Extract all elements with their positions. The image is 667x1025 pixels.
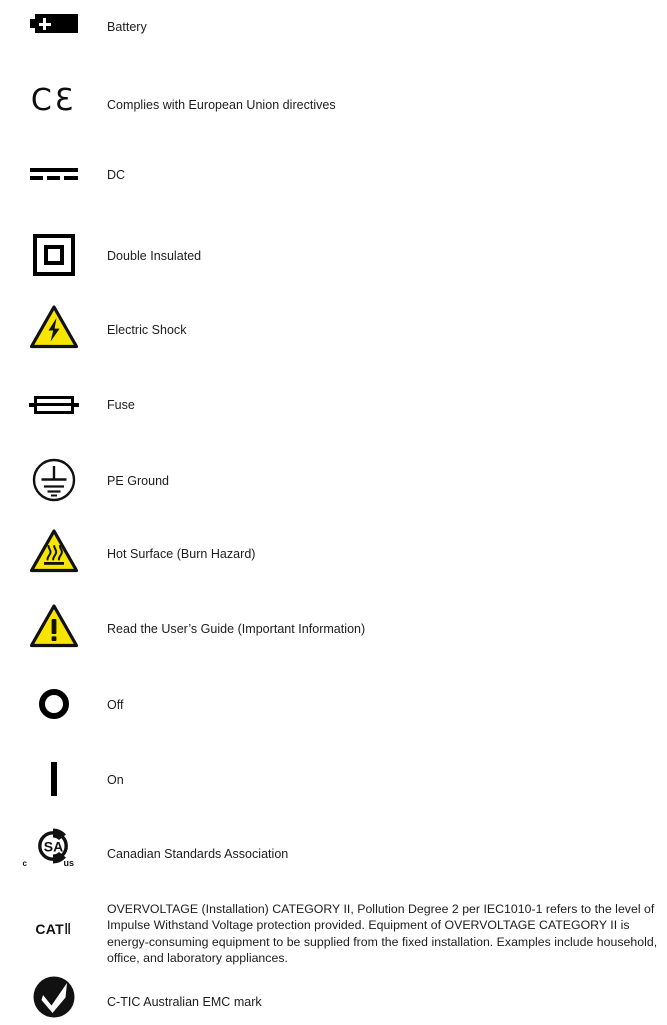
- pe-ground-icon: [31, 457, 77, 503]
- ce-mark-icon: CƐ: [30, 83, 77, 118]
- csa-logo-icon: [23, 826, 85, 870]
- legend-row-c-tic: [0, 975, 667, 1019]
- legend-description: Off: [107, 698, 124, 712]
- double-insulated-icon: [33, 234, 75, 276]
- symbol-cell: [0, 305, 107, 349]
- legend-row-electric-shock: [0, 305, 667, 349]
- symbol-cell: [0, 604, 107, 648]
- legend-description: Canadian Standards Association: [107, 847, 289, 861]
- cat-ii-icon: [35, 920, 71, 939]
- legend-description: Hot Surface (Burn Hazard): [107, 547, 256, 561]
- symbol-cell: [0, 395, 107, 415]
- c-tick-icon: [32, 975, 76, 1019]
- dc-solid-bar: [30, 168, 78, 172]
- legend-description: Electric Shock: [107, 323, 187, 337]
- battery-plus-vertical: [43, 18, 46, 30]
- legend-row-cat-ii: [0, 898, 667, 967]
- legend-row-ce: [0, 83, 667, 118]
- legend-description: Double Insulated: [107, 249, 202, 263]
- legend-description: OVERVOLTAGE (Installation) CATEGORY II, Pollution Degree 2 per IEC1010-1 refers to the level of Impulse Withstand Voltage protection provided. Equipment of OVERVOLTAGE CATEGORY II is energy-consuming equipment to be supplied from the fixed installation. Examples include household, office, and laboratory appliances.: [107, 902, 658, 966]
- double-insulated-inner-square: [44, 245, 64, 265]
- legend-row-on: [0, 762, 667, 796]
- legend-description: Fuse: [107, 398, 135, 412]
- electric-shock-icon: [30, 305, 78, 349]
- dc-icon: [30, 166, 78, 182]
- symbol-cell: [0, 457, 107, 503]
- symbol-cell: [0, 83, 107, 118]
- symbol-cell: [0, 975, 107, 1019]
- cat-roman-numeral: Ⅱ: [63, 922, 72, 938]
- warning-triangle-icon: [30, 604, 78, 648]
- legend-row-off: [0, 689, 667, 719]
- legend-row-fuse: [0, 395, 667, 415]
- legend-row-csa: [0, 826, 667, 870]
- on-icon: [51, 762, 57, 796]
- legend-row-pe-ground: [0, 457, 667, 503]
- battery-icon: [30, 14, 78, 33]
- hot-surface-icon: [30, 529, 78, 573]
- symbol-cell: [0, 234, 107, 276]
- fuse-element-line: [34, 403, 74, 406]
- legend-row-dc: [0, 166, 667, 184]
- legend-description: Battery: [107, 20, 147, 34]
- symbol-cell: [0, 826, 107, 870]
- symbol-cell: [0, 689, 107, 719]
- legend-description: PE Ground: [107, 474, 170, 488]
- legend-description: Complies with European Union directives: [107, 98, 336, 112]
- legend-row-battery: [0, 14, 667, 36]
- off-icon: [39, 689, 69, 719]
- cat-label: CAT: [35, 921, 64, 937]
- legend-description: C-TIC Australian EMC mark: [107, 995, 262, 1009]
- csa-us-label: us: [63, 858, 75, 868]
- legend-description: On: [107, 773, 124, 787]
- dc-dash: [30, 176, 43, 180]
- symbol-cell: [0, 529, 107, 573]
- legend-row-read-users-guide: [0, 604, 667, 648]
- fuse-icon: [29, 395, 79, 415]
- legend-row-double-insulated: [0, 234, 667, 276]
- legend-row-hot-surface: [0, 529, 667, 573]
- dc-dash: [64, 176, 78, 180]
- symbol-cell: [0, 762, 107, 796]
- csa-c-label: c: [22, 859, 27, 868]
- symbol-cell: [0, 898, 107, 939]
- legend-description: DC: [107, 168, 126, 182]
- legend-description: Read the User’s Guide (Important Information): [107, 622, 366, 636]
- dc-dash: [47, 176, 60, 180]
- symbol-cell: [0, 14, 107, 33]
- svg-text:SA: SA: [43, 838, 63, 855]
- symbol-cell: [0, 166, 107, 182]
